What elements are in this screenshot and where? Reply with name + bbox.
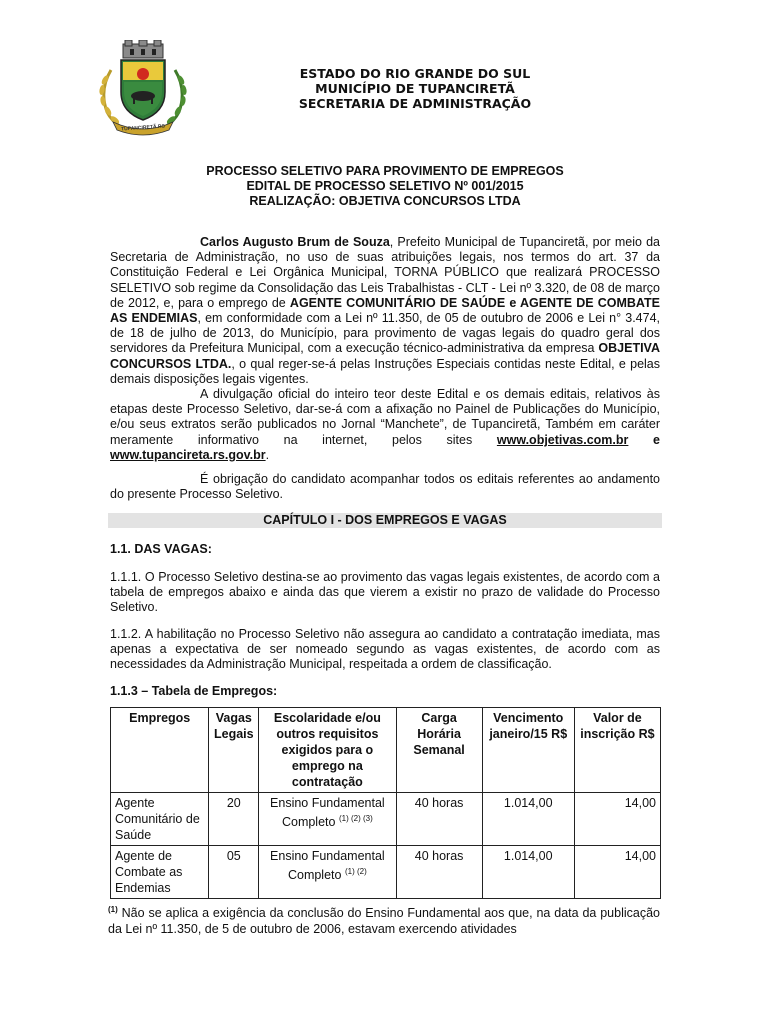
footnote-text: Não se aplica a exigência da conclusão do Ensino Fundamental aos que, na data da publicação da Lei nº 11.350, de 5 de outubro de 2006, estavam exercendo atividades [108,906,660,937]
header-vagas: Vagas Legais [209,708,259,793]
employment-table [110,707,661,899]
header-escolaridade: Escolaridade e/ou outros requisitos exigidos para o emprego na contratação [259,708,396,793]
section-heading-vagas: 1.1. DAS VAGAS: [110,542,212,556]
cell-carga: 40 horas [396,793,482,846]
footnote-refs: (1) (2) (3) [338,814,373,823]
cell-vagas: 20 [209,793,259,846]
footnote-refs: (1) (2) [344,867,367,876]
cell-vagas: 05 [209,846,259,899]
intro-emphasis-company: OBJETIVA CONCURSOS LTDA. [110,341,660,371]
cell-emprego: Agente de Combate as Endemias [111,846,209,899]
item-1-1-3: 1.1.3 – Tabela de Empregos: [110,684,278,698]
publication-text-3: . [265,447,270,462]
item-1-1-1: 1.1.1. O Processo Seletivo destina-se ao provimento das vagas legais existentes, de acordo com a tabela de empregos abaixo e ainda das que vierem a existir no prazo de validade do Processo Seletivo. [110,570,660,615]
intro-paragraph [110,235,660,387]
tupancireta-link[interactable]: www.tupanciretа.rs.gov.br [110,447,266,462]
cell-inscricao: 14,00 [574,793,660,846]
cell-inscricao: 14,00 [574,846,660,899]
escolaridade-text: Ensino Fundamental Completo [270,849,385,883]
header-vencimento: Vencimento janeiro/15 R$ [482,708,574,793]
process-title-line2: EDITAL DE PROCESSO SELETIVO Nº 001/2015 [246,179,524,193]
header-municipality: MUNICÍPIO DE TUPANCIRETÃ [315,81,515,96]
header-department: SECRETARIA DE ADMINISTRAÇÃO [298,96,532,111]
crest-ribbon-text: TUPANCIRETÃ RS [120,123,166,133]
intro-text-1: , Prefeito Municipal de Tupanciretã, por meio da Secretaria de Administração, no uso de suas atribuições legais, nos termos do art. 37 da Constituição Federal e Lei Orgânica Municipal, TORNA PÚBLICO que realizará PROCESSO SELETIVO sob regime da Consolidação das Leis Trabalhistas - CLT - Lei nº 3.320, de 08 de março de 2012, e, para o emprego de [110,235,660,310]
municipal-crest-icon [93,40,193,136]
table-row [111,846,661,899]
item-1-1-2: 1.1.2. A habilitação no Processo Seletivo não assegura ao candidato a contratação imediata, mas apenas a expectativa de ser nomeado segundo as vagas existentes, de acordo com as necessidades da Administração Municipal, respeitada a ordem de classificação. [110,627,660,672]
footnote-mark: (1) [108,905,118,914]
header-state: ESTADO DO RIO GRANDE DO SUL [299,66,531,81]
cell-carga: 40 horas [396,846,482,899]
intro-text-2: , em conformidade com a Lei nº 11.350, de 05 de outubro de 2006 e Lei n° 3.474, de 18 de julho de 2013, do Município, para provimento de vagas legais do quadro geral dos servidores da Prefeitura Municipal, com a execução técnico-administrativa da empresa [110,311,660,356]
table-row [111,793,661,846]
header-inscricao: Valor de inscrição R$ [574,708,660,793]
process-title-line1: PROCESSO SELETIVO PARA PROVIMENTO DE EMPREGOS [206,164,564,178]
header-carga: Carga Horária Semanal [396,708,482,793]
escolaridade-text: Ensino Fundamental Completo [270,796,385,830]
cell-escolaridade [259,793,396,846]
obligation-paragraph: É obrigação do candidato acompanhar todos os editais referentes ao andamento do presente Processo Seletivo. [110,472,660,502]
intro-text-3: , o qual reger-se-á pelas Instruções Especiais contidas neste Edital, e pelas demais disposições legais vigentes. [110,356,660,386]
publication-text-2: e [628,432,660,447]
process-title [150,164,620,209]
mayor-name: Carlos Augusto Brum de Souza [200,235,390,249]
objetivas-link[interactable]: www.objetivas.com.br [496,432,629,447]
footnote-1 [108,902,660,937]
publication-paragraph [110,387,660,463]
cell-emprego: Agente Comunitário de Saúde [111,793,209,846]
header-empregos: Empregos [111,708,209,793]
cell-vencimento: 1.014,00 [482,793,574,846]
chapter-heading: CAPÍTULO I - DOS EMPREGOS E VAGAS [108,513,662,528]
intro-emphasis-positions: AGENTE COMUNITÁRIO DE SAÚDE e AGENTE DE COMBATE AS ENDEMIAS [110,295,660,326]
process-title-line3: REALIZAÇÃO: OBJETIVA CONCURSOS LTDA [249,194,521,208]
table-header-row [111,708,661,793]
cell-vencimento: 1.014,00 [482,846,574,899]
cell-escolaridade [259,846,396,899]
header-title [280,66,550,111]
publication-text-1: A divulgação oficial do inteiro teor deste Edital e os demais editais, relativos às etapas deste Processo Seletivo, dar-se-á com a afixação no Painel de Publicações do Município, e/ou seus extratos serão publicados no Jornal “Manchete”, de Tupanciretã, Também em caráter meramente informativo na internet, pelos sites [110,387,660,447]
